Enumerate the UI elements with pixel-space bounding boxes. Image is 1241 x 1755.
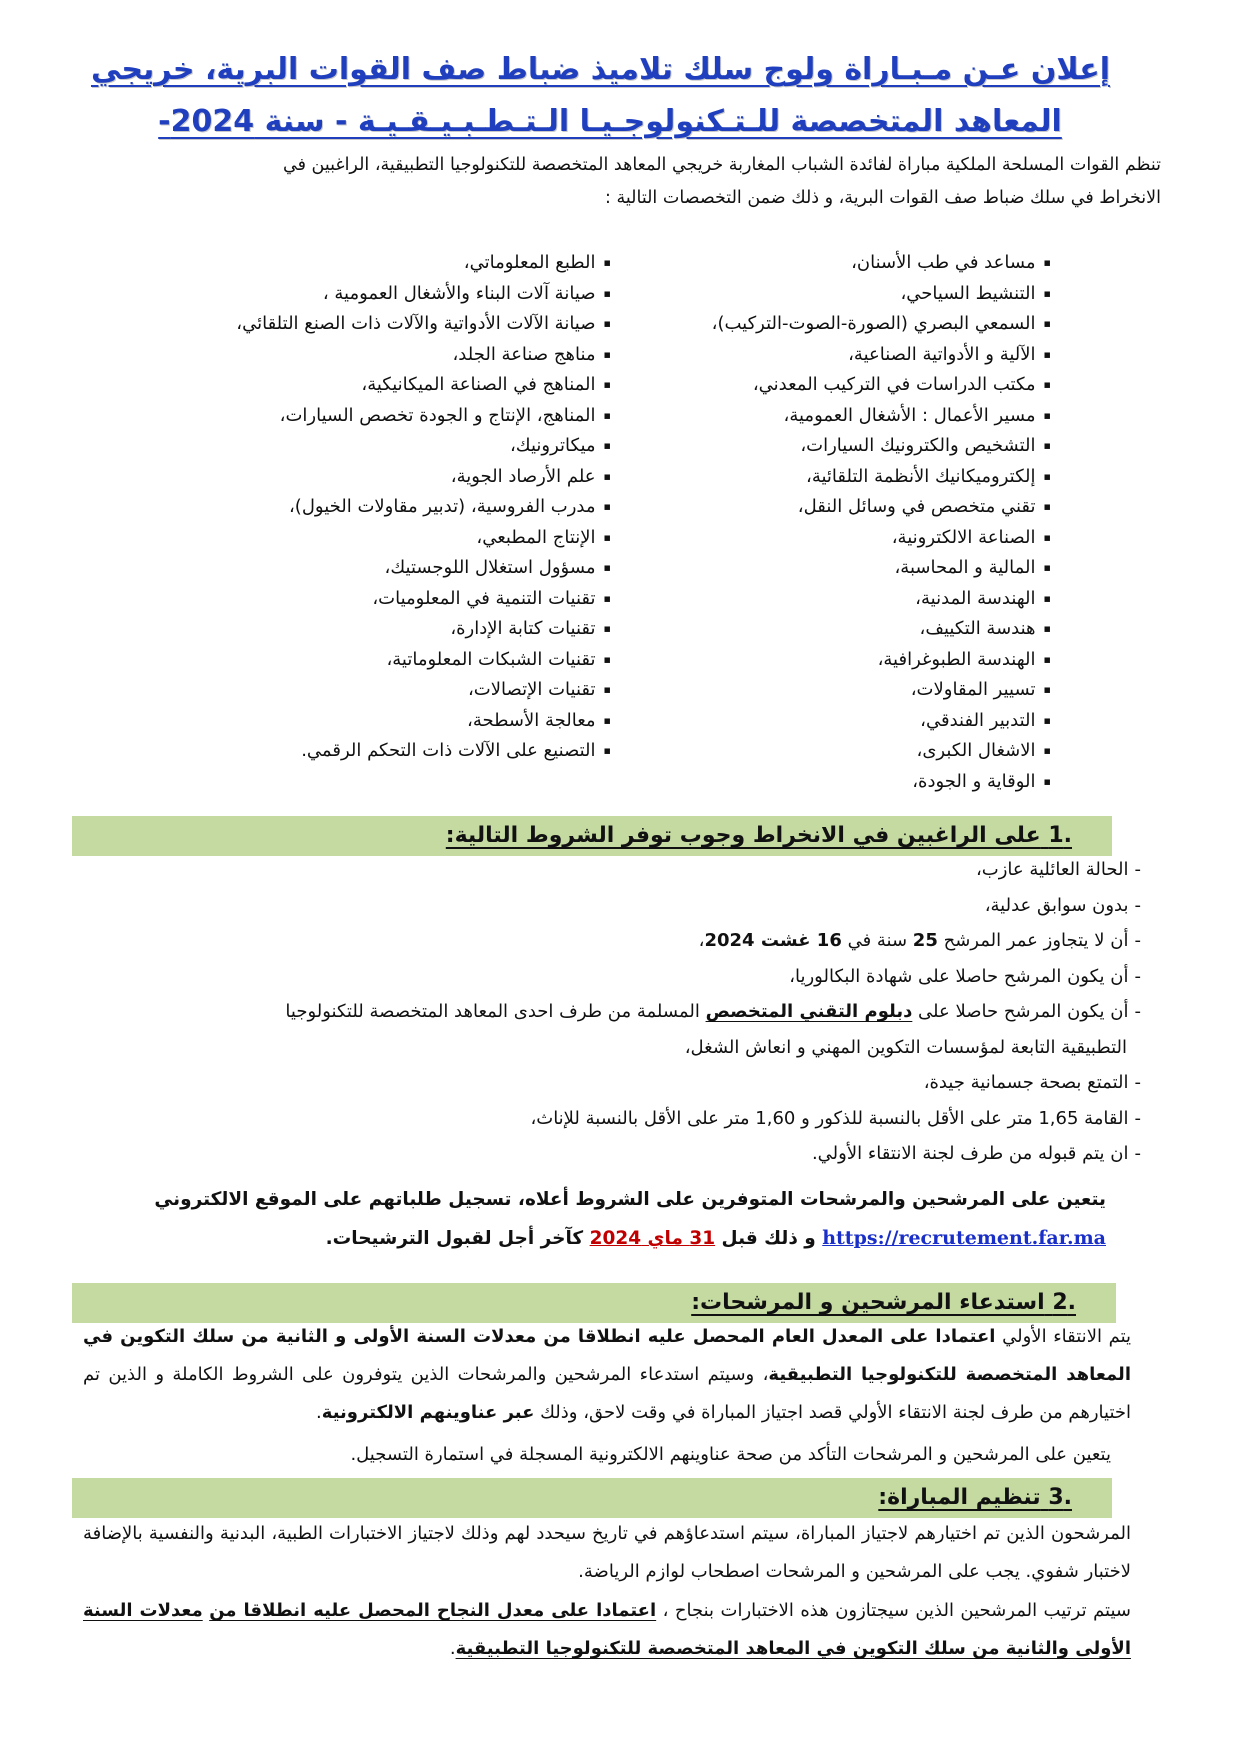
page-title-line-2: المعاهد المتخصصة للـتـكنولوجـيـا الـتـطـبـيـقـيـة - سنة 2024- (158, 104, 1062, 139)
list-item: ▪ علم الأرصاد الجوية، (236, 462, 611, 493)
notice-line-1: يتعين على المرشحين والمرشحات المتوفرين على الشروط أعلاه، تسجيل طلباتهم على الموقع الالكتروني (154, 1189, 1106, 1210)
list-item: ▪ إلكتروميكانيك الأنظمة التلقائية، (712, 462, 1051, 493)
list-item: ▪ تقني متخصص في وسائل النقل، (712, 492, 1051, 523)
section-2-heading (691, 1283, 1076, 1323)
section-3-number: .3 (1048, 1485, 1072, 1510)
intro-line-1: تنظم القوات المسلحة الملكية مباراة لفائدة الشباب المغاربة خريجي المعاهد المتخصصة للتكنولوجيا التطبيقية، الراغبين في (283, 155, 1161, 175)
list-item: ▪ صيانة الآلات الأدواتية والآلات ذات الصنع التلقائي، (236, 309, 611, 340)
list-item: ▪ تسيير المقاولات، (712, 675, 1051, 706)
list-item: ▪ تقنيات التنمية في المعلوميات، (236, 584, 611, 615)
page-title-line-1: إعلان عـن مـبـاراة ولوج سلك تلاميذ ضباط صف القوات البرية، خريجي (90, 52, 1110, 87)
specialties-list-left (236, 248, 611, 767)
section-3-heading (878, 1478, 1072, 1518)
list-item: ▪ تقنيات الشبكات المعلوماتية، (236, 645, 611, 676)
list-item: ▪ الهندسة الطبوغرافية، (712, 645, 1051, 676)
section-3-title: تنظيم المباراة: (878, 1485, 1041, 1510)
list-item: ▪ هندسة التكييف، (712, 614, 1051, 645)
section-3-paragraph: المرشحون الذين تم اختيارهم لاجتياز المباراة، سيتم استدعاؤهم في تاريخ سيحدد لهم وذلك لاجتياز الاختبارات الطبية، البدنية والنفسية بالإضافة لاختبار شفوي. يجب على المرشحين و المرشحات اصطحاب لوازم الرياضة. (83, 1523, 1131, 1582)
section-3-ranking: سيتم ترتيب المرشحين الذين سيجتازون هذه الاختبارات بنجاح ، اعتمادا على معدل النجاح المحصل عليه انطلاقا من معدلات السنة الأولى والثانية من سلك التكوين في المعاهد المتخصصة للتكنولوجيا التطبيقية. (83, 1600, 1131, 1659)
list-item: ▪ مناهج صناعة الجلد، (236, 340, 611, 371)
condition-item: -أن يكون المرشح حاصلا على دبلوم التقني المتخصص المسلمة من طرف احدى المعاهد المتخصصة للتكنولوجيا التطبيقية التابعة لمؤسسات التكوين المهني و انعاش الشغل، (285, 1001, 1141, 1058)
list-item: ▪ معالجة الأسطحة، (236, 706, 611, 737)
condition-item: -بدون سوابق عدلية، (984, 894, 1141, 916)
list-item: ▪ تقنيات الإتصالات، (236, 675, 611, 706)
list-item: ▪ السمعي البصري (الصورة-الصوت-التركيب)، (712, 309, 1051, 340)
list-item: ▪ المالية و المحاسبة، (712, 553, 1051, 584)
intro-paragraph (81, 149, 1161, 215)
intro-line-2: الانخراط في سلك ضباط صف القوات البرية، و ذلك ضمن التخصصات التالية : (605, 188, 1161, 208)
list-item: ▪ مسير الأعمال : الأشغال العمومية، (712, 401, 1051, 432)
list-item: ▪ مدرب الفروسية، (تدبير مقاولات الخيول)، (236, 492, 611, 523)
section-3-header (72, 1478, 1112, 1518)
list-item: ▪ المناهج في الصناعة الميكانيكية، (236, 370, 611, 401)
section-1-heading (446, 816, 1072, 856)
registration-notice (86, 1180, 1106, 1258)
registration-link[interactable]: https://recrutement.far.ma (822, 1227, 1106, 1249)
list-item: ▪ التدبير الفندقي، (712, 706, 1051, 737)
list-item: ▪ مسؤول استغلال اللوجستيك، (236, 553, 611, 584)
condition-item: -أن يكون المرشح حاصلا على شهادة البكالوريا، (789, 965, 1141, 987)
section-2-title: استدعاء المرشحين و المرشحات: (691, 1290, 1045, 1315)
notice-line-2: https://recrutement.far.ma و ذلك قبل 31 ماي 2024 كآخر أجل لقبول الترشيحات. (325, 1227, 1106, 1249)
condition-item: -ان يتم قبوله من طرف لجنة الانتقاء الأولي. (811, 1143, 1141, 1164)
list-item: ▪ التنشيط السياحي، (712, 279, 1051, 310)
list-item: ▪ الاشغال الكبرى، (712, 736, 1051, 767)
conditions-list (81, 852, 1141, 1172)
section-2-note: يتعين على المرشحين و المرشحات التأكد من صحة عناوينهم الالكترونية المسجلة في استمارة التسجيل. (350, 1444, 1111, 1465)
diploma-name: دبلوم التقني المتخصص (705, 1001, 913, 1022)
condition-item: -أن لا يتجاوز عمر المرشح 25 سنة في 16 غشت 2024، (698, 930, 1141, 951)
condition-item: -التمتع بصحة جسمانية جيدة، (923, 1072, 1141, 1093)
section-1-number: .1 (1048, 823, 1072, 848)
list-item: ▪ الآلية و الأدواتية الصناعية، (712, 340, 1051, 371)
list-item: ▪ الوقاية و الجودة، (712, 767, 1051, 798)
list-item: ▪ مكتب الدراسات في التركيب المعدني، (712, 370, 1051, 401)
list-item: ▪ ميكاترونيك، (236, 431, 611, 462)
section-1-title: على الراغبين في الانخراط وجوب توفر الشروط التالية: (445, 823, 1041, 848)
condition-item: -القامة 1,65 متر على الأقل بالنسبة للذكور و 1,60 متر على الأقل بالنسبة للإناث، (530, 1107, 1141, 1129)
section-2-paragraph: يتم الانتقاء الأولي اعتمادا على المعدل العام المحصل عليه انطلاقا من معدلات السنة الأولى و الثانية من سلك التكوين في المعاهد المتخصصة للتكنولوجيا التطبيقية، وسيتم استدعاء المرشحين والمرشحات الذين يتوفرون على الشروط الكاملة و الذين تم اختيارهم من طرف لجنة الانتقاء الأولي قصد اجتياز المباراة في وقت لاحق، وذلك عبر عناوينهم الالكترونية. (83, 1326, 1132, 1423)
section-2-header (72, 1283, 1116, 1323)
list-item: ▪ الطبع المعلوماتي، (236, 248, 611, 279)
list-item: ▪ تقنيات كتابة الإدارة، (236, 614, 611, 645)
list-item: ▪ التشخيص والكترونيك السيارات، (712, 431, 1051, 462)
list-item: ▪ التصنيع على الآلات ذات التحكم الرقمي. (236, 736, 611, 767)
section-1-header (72, 816, 1112, 856)
list-item: ▪ الإنتاج المطبعي، (236, 523, 611, 554)
specialties-list-right (712, 248, 1051, 797)
deadline-date: 31 ماي 2024 (589, 1228, 716, 1249)
list-item: ▪ المناهج، الإنتاج و الجودة تخصص السيارات، (236, 401, 611, 432)
condition-item: -الحالة العائلية عازب، (975, 859, 1141, 880)
section-2-number: .2 (1052, 1290, 1076, 1315)
list-item: ▪ الصناعة الالكترونية، (712, 523, 1051, 554)
list-item: ▪ صيانة آلات البناء والأشغال العمومية ، (236, 279, 611, 310)
list-item: ▪ الهندسة المدنية، (712, 584, 1051, 615)
list-item: ▪ مساعد في طب الأسنان، (712, 248, 1051, 279)
